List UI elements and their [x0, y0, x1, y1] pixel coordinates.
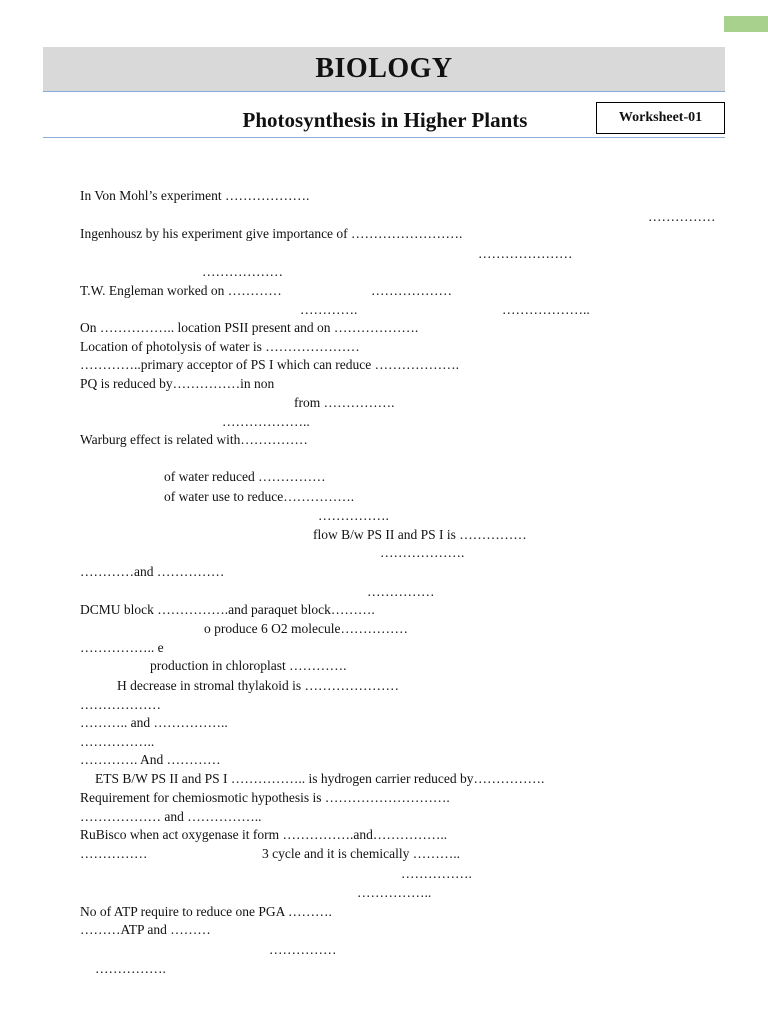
answer-blank: ………………	[80, 697, 161, 712]
question-line: PQ is reduced by……………in non	[80, 376, 275, 391]
header-divider	[43, 137, 725, 138]
answer-blank: …………….	[318, 508, 389, 523]
answer-blank: ……………..	[357, 885, 432, 900]
answer-blank: ……………	[648, 209, 716, 224]
subject-header	[43, 47, 725, 92]
question-line: Requirement for chemiosmotic hypothesis is ……………………….	[80, 790, 450, 805]
question-line: production in chloroplast ………….	[150, 658, 347, 673]
answer-blank: …………………	[478, 246, 573, 261]
question-line: …………..primary acceptor of PS I which can reduce ……………….	[80, 357, 460, 372]
question-line: On …………….. location PSII present and on ……………….	[80, 320, 419, 335]
answer-blank: ……………	[367, 584, 435, 599]
answer-blank: …………….	[401, 866, 472, 881]
question-line: H decrease in stromal thylakoid is …………………	[117, 678, 399, 693]
question-line: of water use to reduce…………….	[164, 489, 355, 504]
question-line: 3 cycle and it is chemically ………..	[262, 846, 460, 861]
corner-color-tab	[724, 16, 768, 32]
question-line: of water reduced ……………	[164, 469, 326, 484]
answer-blank: ……………	[269, 942, 337, 957]
answer-blank: …………….	[95, 961, 166, 976]
worksheet-label: Worksheet-01	[596, 102, 725, 134]
answer-blank: ………………..	[502, 302, 590, 317]
question-line: flow B/w PS II and PS I is ……………	[313, 527, 527, 542]
answer-blank: ……………….	[380, 545, 465, 560]
question-line: ……….. and ……………..	[80, 715, 228, 730]
question-line: ……………… and ……………..	[80, 809, 262, 824]
answer-blank: ………….	[300, 302, 358, 317]
subject-title: BIOLOGY	[315, 53, 453, 84]
question-line: ………ATP and ………	[80, 922, 211, 937]
chapter-title: Photosynthesis in Higher Plants	[242, 108, 528, 132]
answer-blank: ……………	[80, 846, 148, 861]
answer-blank: ……………..	[80, 734, 155, 749]
question-line: RuBisco when act oxygenase it form …………….and……………..	[80, 827, 448, 842]
question-line: …………and ……………	[80, 564, 225, 579]
question-line: from …………….	[294, 395, 395, 410]
question-line: No of ATP require to reduce one PGA ……….	[80, 904, 332, 919]
question-line: o produce 6 O2 molecule……………	[204, 621, 408, 636]
question-line: T.W. Engleman worked on …………	[80, 283, 282, 298]
question-line: …………….. e	[80, 640, 164, 655]
question-line: Warburg effect is related with……………	[80, 432, 308, 447]
question-line: Location of photolysis of water is …………………	[80, 339, 360, 354]
question-line: DCMU block …………….and paraquet block……….	[80, 602, 375, 617]
question-line: ETS B/W PS II and PS I …………….. is hydrogen carrier reduced by…………….	[95, 771, 545, 786]
answer-blank: ………………	[202, 264, 283, 279]
answer-blank: ………………	[371, 283, 452, 298]
answer-blank: ………………..	[222, 414, 310, 429]
question-line: Ingenhousz by his experiment give importance of …………………….	[80, 226, 463, 241]
question-line: In Von Mohl’s experiment ……………….	[80, 188, 310, 203]
question-line: …………. And …………	[80, 752, 221, 767]
